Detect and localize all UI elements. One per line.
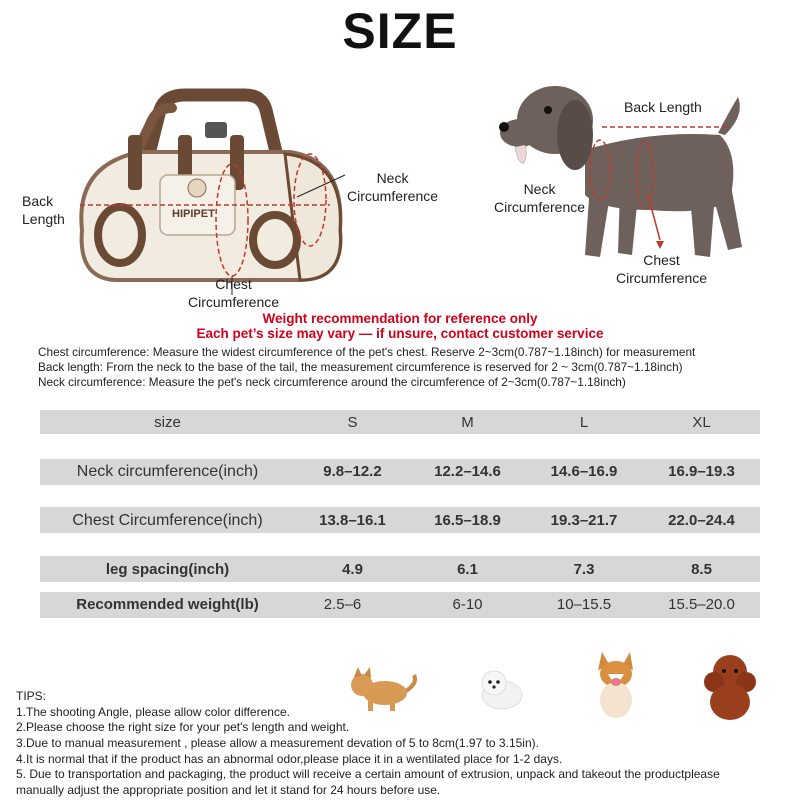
back-length-note: Back length: From the neck to the base of the tail, the measurement circumference is reserved for 2 ~ 3cm(0.787~1.18inch) xyxy=(38,360,683,374)
cell-value: 14.6–16.9 xyxy=(550,463,618,480)
bag-chest-label: Chest Circumference xyxy=(188,276,280,310)
header-xl: XL xyxy=(692,414,711,431)
tip-item: 4.It is normal that if the product has an abnormal odor,please place it in a wentilated place for 1-2 days. xyxy=(16,752,563,766)
dog-neck-label: Neck Circumference xyxy=(494,181,586,215)
bear-face-icon xyxy=(188,179,206,197)
cell-value: 10–15.5 xyxy=(556,596,612,613)
cell-value: 15.5–20.0 xyxy=(668,596,735,613)
white-puppy-photo xyxy=(470,665,530,715)
header-size: size xyxy=(154,414,181,431)
cell-value: 19.3–21.7 xyxy=(550,512,618,529)
header-l: L xyxy=(579,414,589,431)
corgi-photo xyxy=(588,652,643,722)
cell-value: 7.3 xyxy=(573,561,595,578)
row-label-neck: Neck circumference(inch) xyxy=(76,463,259,480)
row-label-chest: Chest Circumference(inch) xyxy=(72,512,263,529)
cell-value: 4.9 xyxy=(342,561,363,578)
size-warning: Each pet’s size may vary — if unsure, contact customer service xyxy=(196,326,604,341)
row-label-leg-spacing: leg spacing(inch) xyxy=(105,561,230,578)
cell-value: 12.2–14.6 xyxy=(434,463,501,480)
dog-back-length-label: Back Length xyxy=(624,99,702,115)
header-m: M xyxy=(461,414,474,431)
cell-value: 6.1 xyxy=(457,561,478,578)
tip-item: 2.Please choose the right size for your pet's length and weight. xyxy=(16,720,350,734)
weight-warning: Weight recommendation for reference only xyxy=(262,311,538,326)
dog-chest-label: Chest Circumference xyxy=(616,252,708,286)
kitten-photo xyxy=(340,665,420,715)
cell-value: 16.5–18.9 xyxy=(434,512,501,529)
bag-neck-label: Neck Circumference xyxy=(347,170,439,204)
cell-value: 9.8–12.2 xyxy=(323,463,382,480)
bag-brand-text: HIPIPET xyxy=(172,208,215,220)
header-s: S xyxy=(347,414,358,431)
cell-value: 2.5–6 xyxy=(323,596,362,613)
neck-note: Neck circumference: Measure the pet's neck circumference around the circumference of 2~3cm(0.787~1.18inch) xyxy=(38,375,626,389)
tips-heading: TIPS: xyxy=(16,689,47,703)
tip-item: 1.The shooting Angle, please allow color difference. xyxy=(16,705,290,719)
cell-value: 16.9–19.3 xyxy=(668,463,735,480)
page-title: SIZE xyxy=(342,3,458,59)
cell-value: 22.0–24.4 xyxy=(668,512,735,529)
row-label-weight: Recommended weight(lb) xyxy=(76,596,259,613)
tip-item: manually adjust the appropriate position and let it stand for 24 hours before use. xyxy=(16,783,441,797)
cell-value: 6-10 xyxy=(452,596,483,613)
red-poodle-photo xyxy=(700,652,760,722)
tip-item: 3.Due to manual measurement , please allow a measurement devation of 5 to 8cm(1.97 to 3.15in). xyxy=(16,736,539,750)
tip-item: 5. Due to transportation and packaging, the product will receive a certain amount of extrusion, unpack and takeout the productplease xyxy=(16,767,720,781)
cell-value: 13.8–16.1 xyxy=(319,512,386,529)
chest-note: Chest circumference: Measure the widest circumference of the pet's chest. Reserve 2~3cm(0.787~1.18inch) for measurement xyxy=(38,345,696,359)
bag-back-length-label: Back Length xyxy=(22,193,65,227)
cell-value: 8.5 xyxy=(691,561,712,578)
